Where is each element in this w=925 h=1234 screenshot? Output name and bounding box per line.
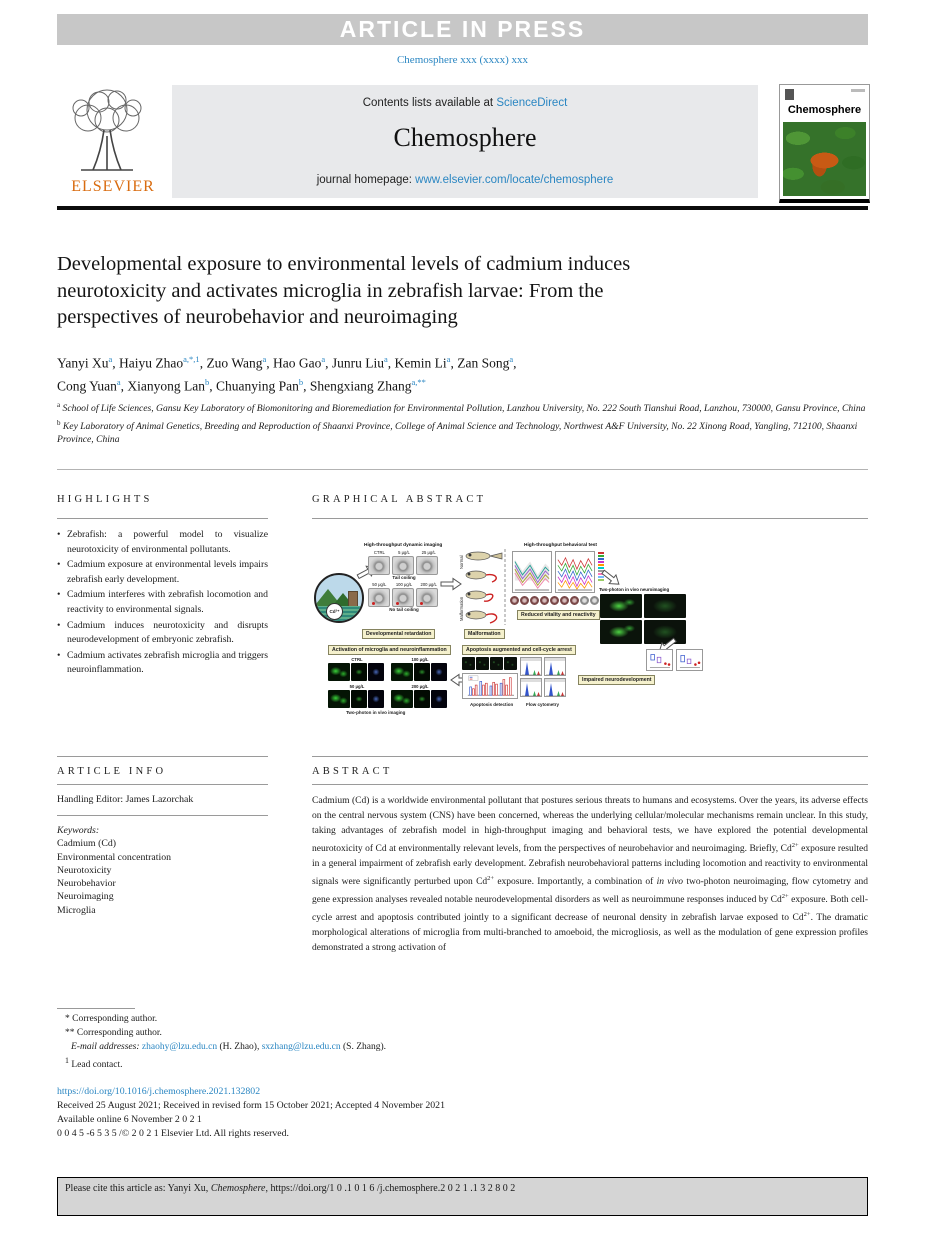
label-reduced-vitality: Reduced vitality and reactivity: [517, 610, 600, 620]
flow-cytometry-plot: [520, 657, 542, 676]
issn-copyright: 0 0 4 5 -6 5 3 5 /© 2 0 2 1 Elsevier Ltd. All rights reserved.: [57, 1128, 289, 1139]
header-rule: [57, 206, 868, 210]
citation-doi: , https://doi.org/1 0 .1 0 1 6 /j.chemosphere.2 0 2 1 .1 3 2 8 0 2: [265, 1183, 516, 1194]
locomotion-line-chart: [512, 551, 552, 593]
abstract-heading: ABSTRACT: [312, 766, 393, 777]
footnote-marker: *: [65, 1014, 70, 1024]
running-head: Chemosphere xxx (xxxx) xxx: [396, 54, 529, 66]
highlight-item: • Zebrafish: a powerful model to visualize neurotoxicity of environmental pollutants.: [57, 528, 268, 557]
author-name: Yanyi Xu: [57, 355, 109, 371]
microglia-image: [368, 663, 384, 681]
microglia-image: [328, 663, 350, 681]
graphical-abstract-heading: GRAPHICAL ABSTRACT: [312, 494, 487, 505]
well-circle: [560, 596, 569, 605]
heading-rule: [312, 518, 868, 519]
abstract-text: Cadmium (Cd) is a worldwide environmental pollutant that postures serious threats to humans and ecosystems. Over the years, its adverse effects on the central nervous system (CNS) have been concerned, whereas the underlying cellular/molecular mechanisms remain unclear. In this study, taking advantages of zebrafish model in high-throughput imaging and behavioral tests, we have explored the potential developmental neurotoxicity of Cd at environmentally relevant levels, from the perspectives of neurobehavior and neuroimaging. Briefly, $Cd^{2+}$ exposure resulted in a general impairment of zebrafish early development. Zebrafish neurobehavioral patterns including locomotion and reactivity to environmental signals were significantly perturbed upon $Cd^{2+}$ exposure. Importantly, a combination of in vivo two-photon neuroimaging, flow cytometry and gene expression analyses revealed notable neurodevelopmental disorders as well as neuroimmune responses induced by $Cd^{2+}$ exposure. Both cell-cycle arrest and apoptosis contributed jointly to a significant decrease of neuronal density in zebrafish larvae exposed to $Cd^{2+}$. The dramatic morphological alterations of microglia from multi-branched to amoeboid, the microgliosis, as well as the modulation of gene expression profiles demonstrated a strong activation of: [312, 796, 868, 953]
email-suffix: (H. Zhao),: [217, 1041, 262, 1052]
handling-editor: Handling Editor: James Lazorchak: [57, 794, 194, 805]
homepage-line: [172, 174, 758, 186]
flow-cytometry-plot: [544, 657, 566, 676]
apoptosis-image-row: [462, 657, 517, 670]
microglia-group: [328, 684, 386, 708]
keyword: Cadmium (Cd): [57, 838, 117, 850]
label-developmental-retardation: Developmental retardation: [362, 629, 435, 639]
embryo-image-grid: [368, 550, 440, 614]
microglia-image: [351, 690, 367, 708]
keyword: Microglia: [57, 904, 96, 916]
elsevier-wordmark: ELSEVIER: [71, 178, 155, 195]
flow-cytometry-grid: [520, 657, 566, 697]
footnotes: [57, 1008, 657, 1073]
section-divider: [57, 469, 868, 470]
highlight-item: • Cadmium exposure at environmental levels impairs zebrafish early development.: [57, 558, 268, 587]
affiliation-a: [57, 399, 868, 416]
microglia-tile-row: [328, 663, 386, 681]
footnote-emails: [57, 1041, 657, 1055]
apoptosis-image: [476, 657, 489, 670]
elsevier-tree-logo: [57, 84, 157, 174]
flow-cytometry-plot: [544, 678, 566, 697]
microglia-group: [328, 657, 386, 681]
abstract-section: [312, 756, 868, 956]
author-affiliation-marker: b: [205, 377, 210, 387]
article-in-press-banner: [57, 14, 868, 45]
citation-notice-box: [57, 1177, 868, 1216]
affiliation-text: School of Life Sciences, Gansu Key Laboratory of Biomonitoring and Bioremediation for Environmental Pollution, Lanzhou University, No. 222 South Tianshui Road, Lanzhou, 730000, Gansu Province, China: [62, 403, 866, 415]
available-online: Available online 6 November 2 0 2 1: [57, 1114, 202, 1125]
cover-logo: [785, 89, 794, 100]
well-circle: [570, 596, 579, 605]
author-name: Junru Liu: [331, 355, 385, 371]
cover-mini-text: [851, 89, 865, 92]
embryo-caption: Tail coiling: [392, 575, 416, 580]
well-circle: [520, 596, 529, 605]
embryo-image: [368, 556, 390, 575]
microglia-image: [328, 690, 350, 708]
homepage-prefix: journal homepage:: [316, 174, 416, 186]
panel-neuroimaging-header: Two-photon in vivo neuroimaging: [599, 587, 670, 592]
label-impaired-neurodevelopment: Impaired neurodevelopment: [578, 675, 655, 685]
author-affiliation-marker: a: [509, 354, 514, 364]
highlights-section: [57, 489, 268, 679]
banner-text: ARTICLE IN PRESS: [339, 16, 586, 42]
footnote-lead-contact: [57, 1054, 657, 1073]
author-affiliation-marker: a: [321, 354, 326, 364]
received-dates: Received 25 August 2021; Received in revised form 15 October 2021; Accepted 4 November 2021: [57, 1100, 445, 1111]
author-name: Zuo Wang: [206, 355, 263, 371]
well-plate-row: [510, 596, 599, 605]
highlight-item: • Cadmium activates zebrafish microglia and triggers neuroinflammation.: [57, 649, 268, 678]
neuro-image: [600, 594, 642, 618]
label-malformation: Malformation: [464, 629, 505, 639]
dose-label: 25 μg/L: [421, 550, 436, 555]
embryo-caption: No tail coiling: [389, 607, 419, 612]
microglia-image: [431, 663, 447, 681]
caption-apoptosis-detection: Apoptosis detection: [470, 702, 514, 707]
microglia-group-label: 100 μg/L: [411, 657, 429, 662]
affiliation-marker: b: [57, 418, 61, 427]
apoptosis-bar-chart: [462, 673, 518, 699]
footnote-corresponding-2: [57, 1027, 657, 1041]
affiliation-b: [57, 417, 868, 447]
cd-ion-badge: Cd²⁺: [326, 603, 343, 620]
embryo-image: [392, 556, 414, 575]
microglia-image-grid: [328, 657, 449, 708]
microglia-image: [414, 663, 430, 681]
embryo-image: [392, 588, 414, 607]
label-microglia-activation: Activation of microglia and neuroinflammation: [328, 645, 451, 655]
well-circle: [590, 596, 599, 605]
author-name: Haiyu Zhao: [119, 355, 184, 371]
title-line: Developmental exposure to environmental levels of cadmium induces: [57, 253, 631, 275]
microglia-image: [368, 690, 384, 708]
embryo-image-row: [368, 588, 440, 607]
dose-label: CTRL: [373, 550, 385, 555]
author-name: Shengxiang Zhang: [309, 378, 412, 394]
apoptosis-image: [490, 657, 503, 670]
microglia-tile-row: [391, 663, 449, 681]
well-circle: [540, 596, 549, 605]
heading-rule: [57, 518, 268, 519]
reactivity-trace-chart: [555, 551, 595, 593]
neurodevelopment-boxplot: [676, 649, 703, 671]
contents-prefix: Contents lists available at: [362, 97, 497, 109]
well-circle: [510, 596, 519, 605]
footnote-marker: 1: [65, 1056, 69, 1066]
journal-header: [57, 84, 868, 199]
fish-normal-label: Normal: [459, 555, 464, 569]
apoptosis-image: [504, 657, 517, 670]
footnote-text: Corresponding author.: [76, 1027, 162, 1038]
fish-malformation-panel: [462, 547, 508, 627]
panel-dynamic-imaging-header: High-throughput dynamic imaging: [364, 543, 443, 548]
apoptosis-image: [462, 657, 475, 670]
flow-cytometry-plot: [520, 678, 542, 697]
title-line: perspectives of neurobehavior and neuroimaging: [57, 306, 458, 328]
publication-info: [57, 1085, 817, 1141]
microglia-group-label: CTRL: [351, 657, 363, 662]
neuro-image: [644, 594, 686, 618]
cover-title: Chemosphere: [787, 104, 862, 116]
microglia-image: [391, 690, 413, 708]
author-affiliation-marker: a: [116, 377, 121, 387]
dose-label: 5 μg/L: [398, 550, 410, 555]
affiliation-text: Key Laboratory of Animal Genetics, Breeding and Reproduction of Shaanxi Province, College of Animal Science and Technology, Northwest A&F University, No. 22 Xinong Road, Yangling, 712100, Shaanxi Province, China: [57, 420, 858, 446]
fish-malformation-label: Malformation: [459, 596, 464, 621]
highlight-item: • Cadmium induces neurotoxicity and disrupts neurodevelopment of embryonic zebrafish.: [57, 619, 268, 648]
author-affiliation-marker: b: [298, 377, 304, 387]
label-apoptosis-cell-cycle: Apoptosis augmented and cell-cycle arrest: [462, 645, 576, 655]
microglia-tile-row: [391, 690, 449, 708]
caption-flow-cytometry: Flow cytometry: [526, 702, 560, 707]
well-circle: [580, 596, 589, 605]
graphical-abstract-figure: [312, 543, 868, 743]
citation-journal: Chemosphere: [210, 1183, 266, 1194]
footnote-corresponding-1: [57, 1013, 657, 1027]
graphical-abstract-section: [312, 489, 868, 743]
doi-link[interactable]: https://doi.org/10.1016/j.chemosphere.2021.132802: [57, 1086, 261, 1097]
author-name: Zan Song: [457, 355, 510, 371]
affiliations: [57, 399, 868, 448]
email-link-zhang[interactable]: sxzhang@lzu.edu.cn: [261, 1041, 341, 1052]
embryo-image: [368, 588, 390, 607]
microglia-tile-row: [328, 690, 386, 708]
microglia-group: [391, 657, 449, 681]
caption-two-photon-imaging: Two-photon in vivo imaging: [346, 710, 406, 715]
highlights-list: [57, 528, 268, 678]
author-affiliation-marker: a: [446, 354, 451, 364]
footnote-divider: [57, 1008, 135, 1009]
keywords-block: [57, 816, 268, 917]
author-list: Yanyi Xu$^a$, Haiyu Zhao$^{a,*,1}$, Zuo Wang$^a$, Hao Gao$^a$, Junru Liu$^a$, Kemin Li$^a$, Zan Song$^a$, Cong Yuan$^a$, Xianyong Lan$^b$, Chuanying Pan$^b$, Shengxiang Zhang$^{a,**}$: [57, 354, 517, 394]
keyword: Neurotoxicity: [57, 864, 112, 876]
panel-behavioral-test-header: High-throughput behavioral test: [524, 543, 598, 548]
journal-name: Chemosphere: [393, 123, 537, 152]
keyword: Neurobehavior: [57, 878, 116, 890]
dose-label: 50 μg/L: [372, 582, 387, 587]
author-name: Cong Yuan: [57, 378, 117, 394]
email-label: E-mail addresses:: [71, 1041, 140, 1052]
author-affiliation-marker: a,**: [411, 377, 426, 387]
author-name: Hao Gao: [273, 355, 322, 371]
highlight-item: • Cadmium interferes with zebrafish locomotion and reactivity to environmental signals.: [57, 588, 268, 617]
affiliation-marker: a: [57, 401, 61, 409]
email-suffix: (S. Zhang).: [340, 1041, 387, 1052]
citation-prefix: Please cite this article as: Yanyi Xu,: [65, 1183, 211, 1194]
article-info-heading: ARTICLE INFO: [57, 766, 167, 777]
highlights-heading: HIGHLIGHTS: [57, 494, 153, 505]
footnote-text: Lead contact.: [71, 1060, 123, 1071]
footnote-marker: **: [65, 1027, 75, 1038]
dose-label: 100 μg/L: [395, 582, 413, 587]
title-line: neurotoxicity and activates microglia in zebrafish larvae: From the: [57, 279, 604, 302]
author-affiliation-marker: a,*,1: [183, 354, 200, 364]
microglia-group-label: 200 μg/L: [411, 684, 429, 689]
author-name: Kemin Li: [394, 355, 447, 371]
keyword: Neuroimaging: [57, 891, 114, 903]
flow-arrow-icon: [440, 577, 462, 591]
embryo-image: [416, 556, 438, 575]
author-affiliation-marker: a: [384, 354, 388, 364]
author-affiliation-marker: a: [108, 354, 113, 364]
well-circle: [550, 596, 559, 605]
cover-artwork: [783, 122, 866, 196]
microglia-image: [414, 690, 430, 708]
article-title: [57, 251, 837, 331]
dose-label: 200 μg/L: [420, 582, 437, 587]
sciencedirect-link[interactable]: ScienceDirect: [496, 97, 568, 109]
journal-banner-box: [172, 85, 758, 198]
embryo-image-row: [368, 556, 440, 575]
author-name: Xianyong Lan: [127, 378, 206, 394]
author-name: Chuanying Pan: [216, 378, 299, 394]
neurodevelopment-boxplot: [646, 649, 673, 671]
keywords-label: Keywords:: [57, 825, 100, 836]
neuro-image: [600, 620, 642, 644]
footnote-text: Corresponding author.: [72, 1014, 158, 1024]
author-affiliation-marker: a: [262, 354, 267, 364]
well-circle: [530, 596, 539, 605]
contents-line: [172, 97, 758, 109]
microglia-image: [391, 663, 413, 681]
microglia-group: [391, 684, 449, 708]
keyword: Environmental concentration: [57, 851, 171, 863]
email-link-zhao[interactable]: zhaohy@lzu.edu.cn: [141, 1041, 218, 1052]
embryo-image: [416, 588, 438, 607]
article-info-section: [57, 756, 268, 917]
journal-homepage-link[interactable]: www.elsevier.com/locate/chemosphere: [415, 174, 614, 186]
microglia-image: [431, 690, 447, 708]
microglia-image: [351, 663, 367, 681]
microglia-group-label: 50 μg/L: [349, 684, 365, 689]
journal-cover-thumbnail: [779, 84, 870, 203]
